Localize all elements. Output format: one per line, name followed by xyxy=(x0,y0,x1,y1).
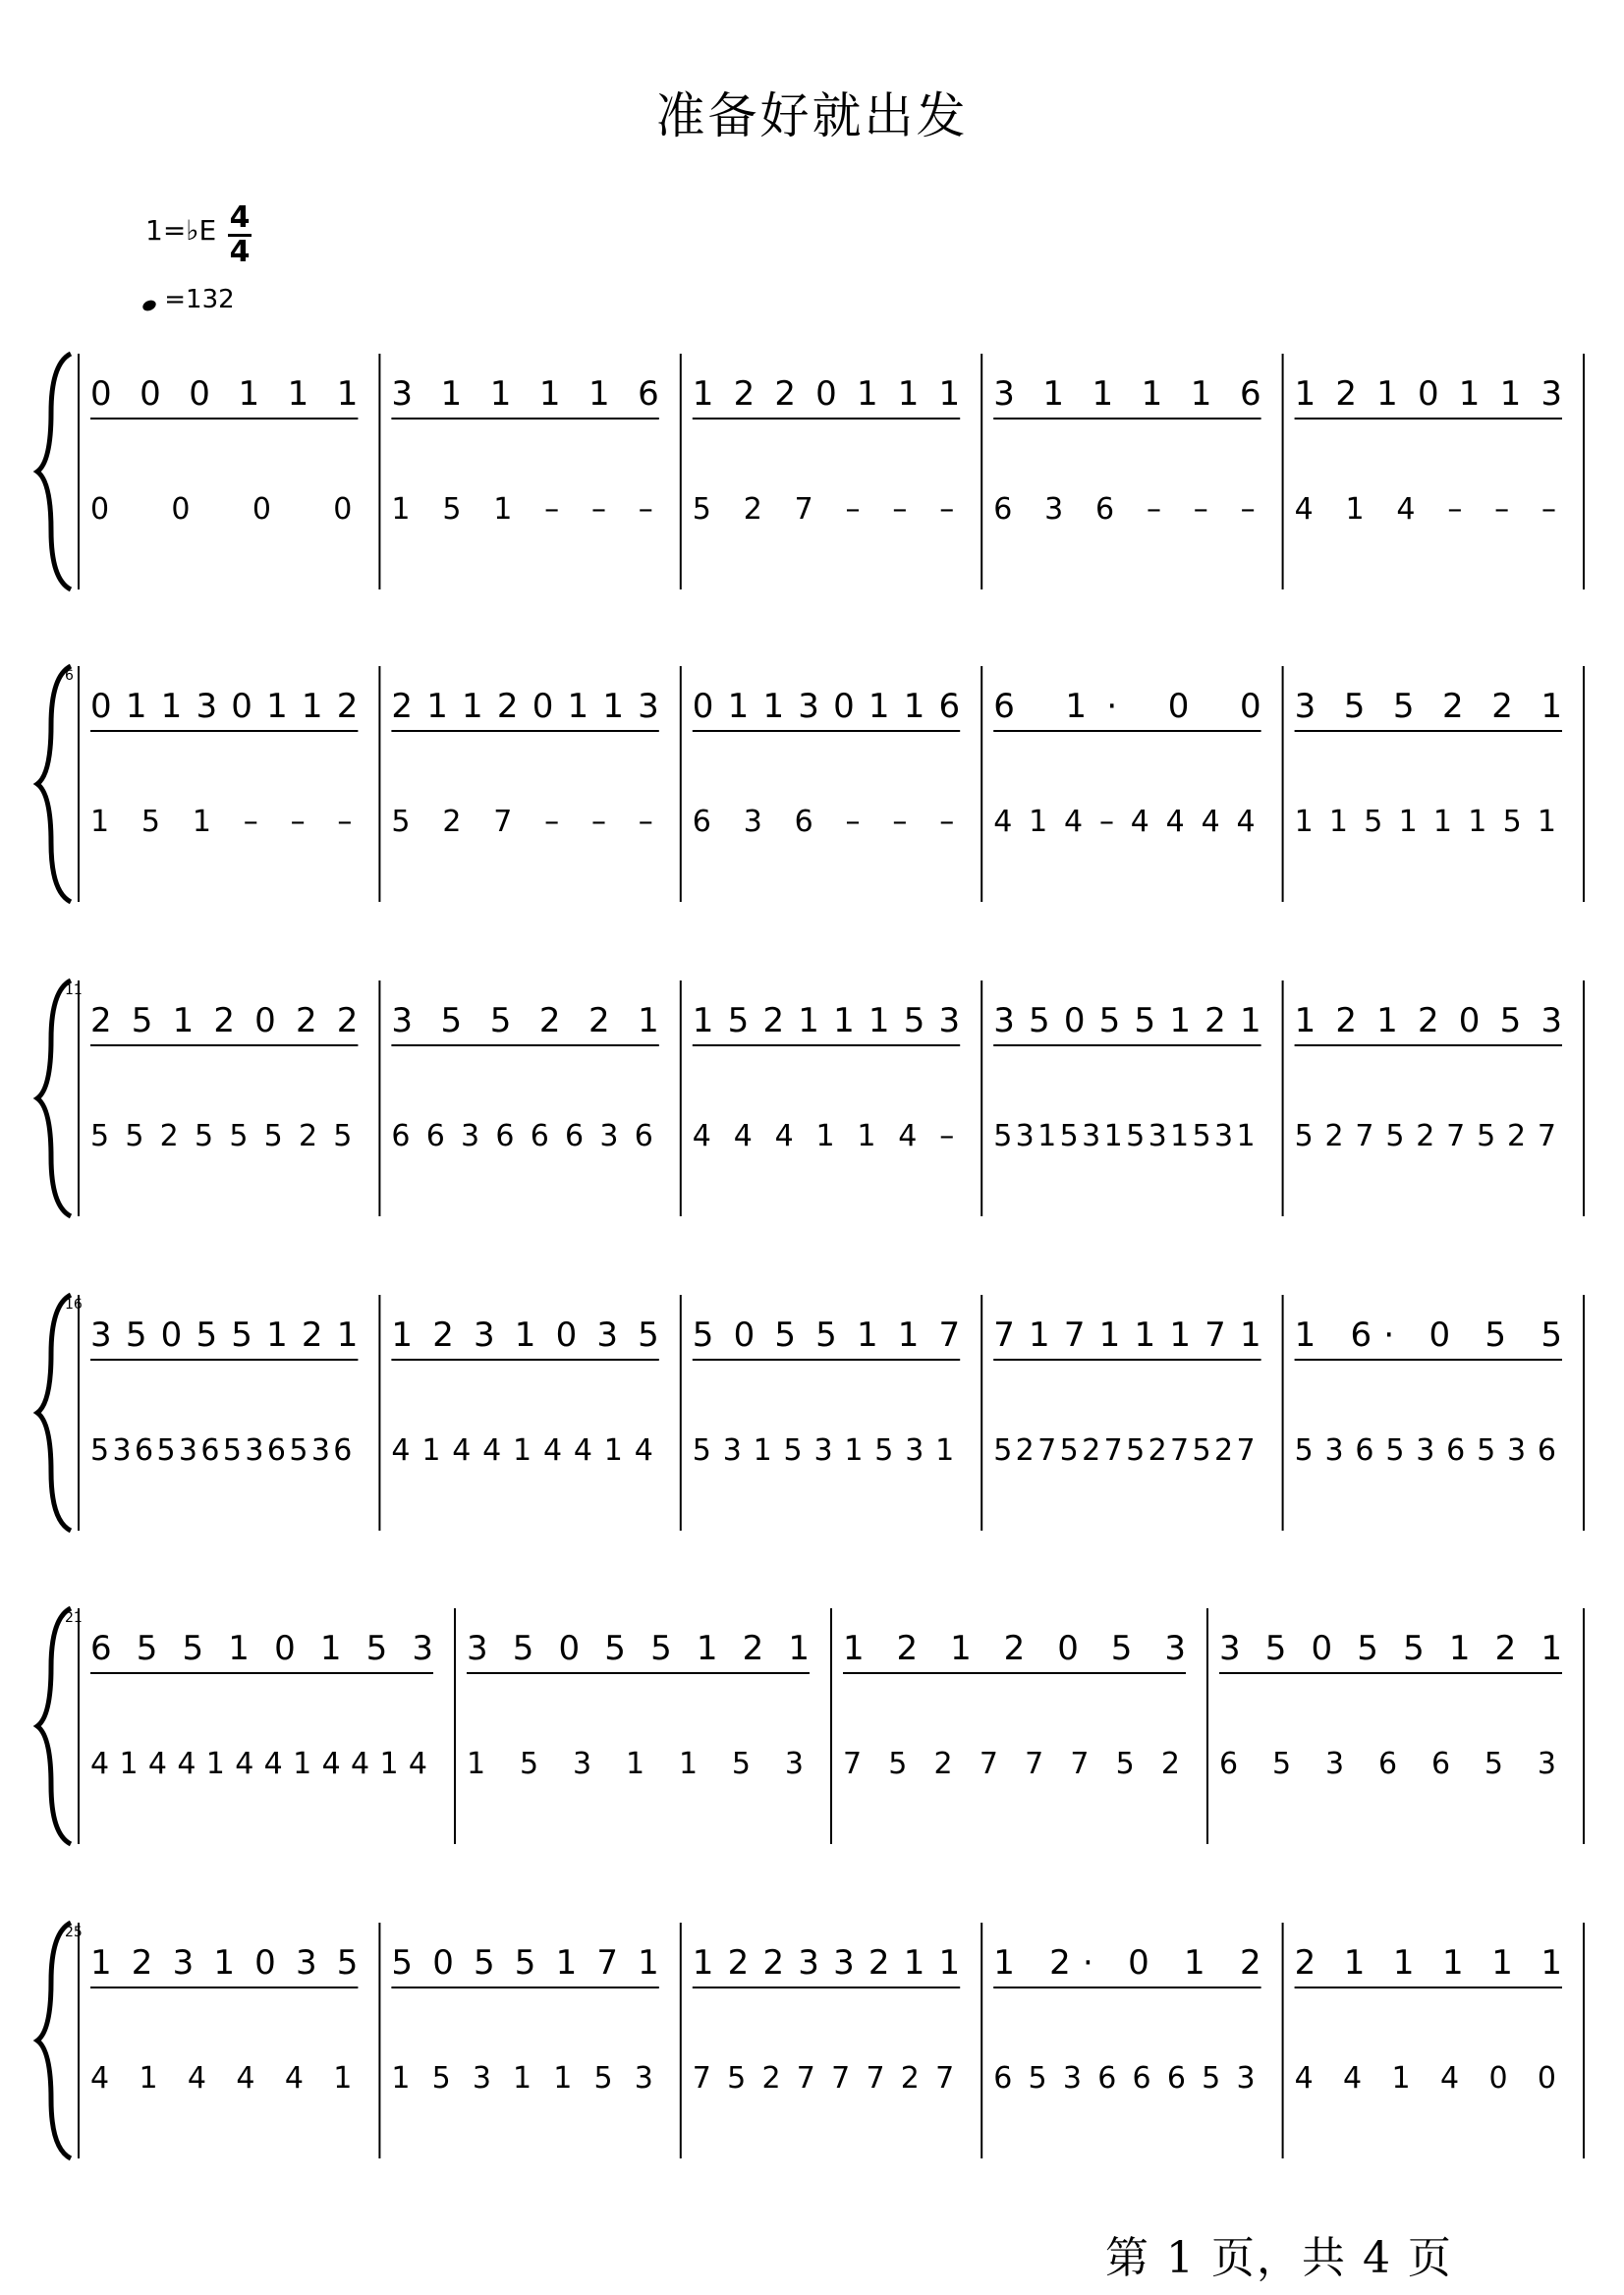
lower-notes: 5 2 7 5 2 7 5 2 7 5 2 7 xyxy=(993,1433,1256,1468)
upper-notes: 0 0 0 1 1 1 xyxy=(90,374,359,414)
lower-notes: 4 4 1 4 0 0 xyxy=(1294,2061,1556,2096)
measure-number: 25 xyxy=(65,1925,83,1940)
upper-notes: 3 5 0 5 5 1 2 1 xyxy=(467,1629,810,1668)
time-signature-bottom: 4 xyxy=(229,235,251,269)
upper-notes: 3 1 1 1 1 6 xyxy=(993,374,1261,414)
lower-notes: 5 5 2 5 5 5 2 5 xyxy=(90,1119,353,1153)
lower-notes: 7 5 2 7 7 7 5 2 xyxy=(843,1747,1180,1781)
system-brace xyxy=(37,666,71,902)
upper-notes: 1 5 2 1 1 1 5 3 xyxy=(692,1001,961,1040)
lower-notes: 5 3 6 5 3 6 5 3 6 5 3 6 xyxy=(90,1433,353,1468)
upper-notes: 1 6· 0 5 5 xyxy=(1294,1315,1562,1355)
upper-notes: 3 5 0 5 5 1 2 1 xyxy=(993,1001,1261,1040)
lower-notes: 4 1 4 4 4 1 xyxy=(90,2061,353,2096)
lower-notes: 1 5 1 – – – xyxy=(391,492,653,527)
measure-number: 6 xyxy=(65,668,74,684)
lower-notes: 4 1 4 4 1 4 4 1 4 4 1 4 xyxy=(90,1747,427,1781)
upper-notes: 1 2· 0 1 2 xyxy=(993,1943,1261,1983)
upper-notes: 2 1 1 2 0 1 1 3 xyxy=(391,687,659,726)
upper-notes: 6 5 5 1 0 1 5 3 xyxy=(90,1629,433,1668)
upper-notes: 6 1· 0 0 xyxy=(993,687,1261,726)
page-footer: 第 1 页，共 4 页 xyxy=(1105,2233,1453,2283)
upper-notes: 1 2 1 0 1 1 3 xyxy=(1294,374,1562,414)
upper-notes: 7 1 7 1 1 1 7 1 xyxy=(993,1315,1261,1355)
upper-notes: 1 2 3 1 0 3 5 xyxy=(90,1943,359,1983)
lower-notes: 6 3 6 – – – xyxy=(993,492,1256,527)
upper-notes: 5 0 5 5 1 7 1 xyxy=(391,1943,659,1983)
upper-notes: 3 5 0 5 5 1 2 1 xyxy=(1219,1629,1562,1668)
measure-number: 11 xyxy=(65,982,83,998)
lower-notes: 5 2 7 – – – xyxy=(692,492,955,527)
lower-notes: 6 6 3 6 6 6 3 6 xyxy=(391,1119,653,1153)
lower-notes: 4 1 4 – – – xyxy=(1294,492,1556,527)
measure-number: 16 xyxy=(65,1297,83,1313)
upper-notes: 1 2 1 2 0 5 3 xyxy=(1294,1001,1562,1040)
upper-notes: 1 2 2 3 3 2 1 1 xyxy=(692,1943,961,1983)
lower-notes: 5 2 7 – – – xyxy=(391,805,653,839)
lower-notes: 1 5 3 1 1 5 3 xyxy=(467,1747,804,1781)
system-brace xyxy=(37,354,71,589)
lower-notes: 7 5 2 7 7 7 2 7 xyxy=(692,2061,955,2096)
lower-notes: 5 2 7 5 2 7 5 2 7 xyxy=(1294,1119,1556,1153)
measure-number: 21 xyxy=(65,1610,83,1626)
upper-notes: 3 5 5 2 2 1 xyxy=(391,1001,659,1040)
lower-notes: 4 1 4 – 4 4 4 4 xyxy=(993,805,1256,839)
system-brace xyxy=(37,1295,71,1531)
upper-notes: 2 1 1 1 1 1 xyxy=(1294,1943,1562,1983)
lower-notes: 6 5 3 6 6 5 3 xyxy=(1219,1747,1556,1781)
lower-notes: 1 5 3 1 1 5 3 xyxy=(391,2061,653,2096)
lower-notes: 1 5 1 – – – xyxy=(90,805,353,839)
upper-notes: 5 0 5 5 1 1 7 xyxy=(692,1315,961,1355)
lower-notes: 4 1 4 4 1 4 4 1 4 xyxy=(391,1433,653,1468)
upper-notes: 3 5 0 5 5 1 2 1 xyxy=(90,1315,359,1355)
upper-notes: 2 5 1 2 0 2 2 xyxy=(90,1001,359,1040)
system-brace xyxy=(37,980,71,1216)
score-title: 准备好就出发 xyxy=(655,87,969,144)
upper-notes: 3 5 5 2 2 1 xyxy=(1294,687,1562,726)
upper-notes: 3 1 1 1 1 6 xyxy=(391,374,659,414)
tempo-value: =132 xyxy=(164,285,235,314)
lower-notes: 4 4 4 1 1 4 – xyxy=(692,1119,955,1153)
system-brace xyxy=(37,1923,71,2158)
system-brace xyxy=(37,1608,71,1844)
lower-notes: 5 3 1 5 3 1 5 3 1 5 3 1 xyxy=(993,1119,1256,1153)
upper-notes: 1 2 2 0 1 1 1 xyxy=(692,374,961,414)
lower-notes: 6 3 6 – – – xyxy=(692,805,955,839)
lower-notes: 5 3 1 5 3 1 5 3 1 xyxy=(692,1433,955,1468)
lower-notes: 0 0 0 0 xyxy=(90,492,353,527)
lower-notes: 1 1 5 1 1 1 5 1 xyxy=(1294,805,1556,839)
lower-notes: 6 5 3 6 6 6 5 3 xyxy=(993,2061,1256,2096)
upper-notes: 0 1 1 3 0 1 1 2 xyxy=(90,687,359,726)
lower-notes: 5 3 6 5 3 6 5 3 6 xyxy=(1294,1433,1556,1468)
upper-notes: 0 1 1 3 0 1 1 6 xyxy=(692,687,961,726)
key-signature: 1=♭E xyxy=(145,214,217,247)
upper-notes: 1 2 1 2 0 5 3 xyxy=(843,1629,1186,1668)
time-signature-top: 4 xyxy=(229,200,251,235)
upper-notes: 1 2 3 1 0 3 5 xyxy=(391,1315,659,1355)
